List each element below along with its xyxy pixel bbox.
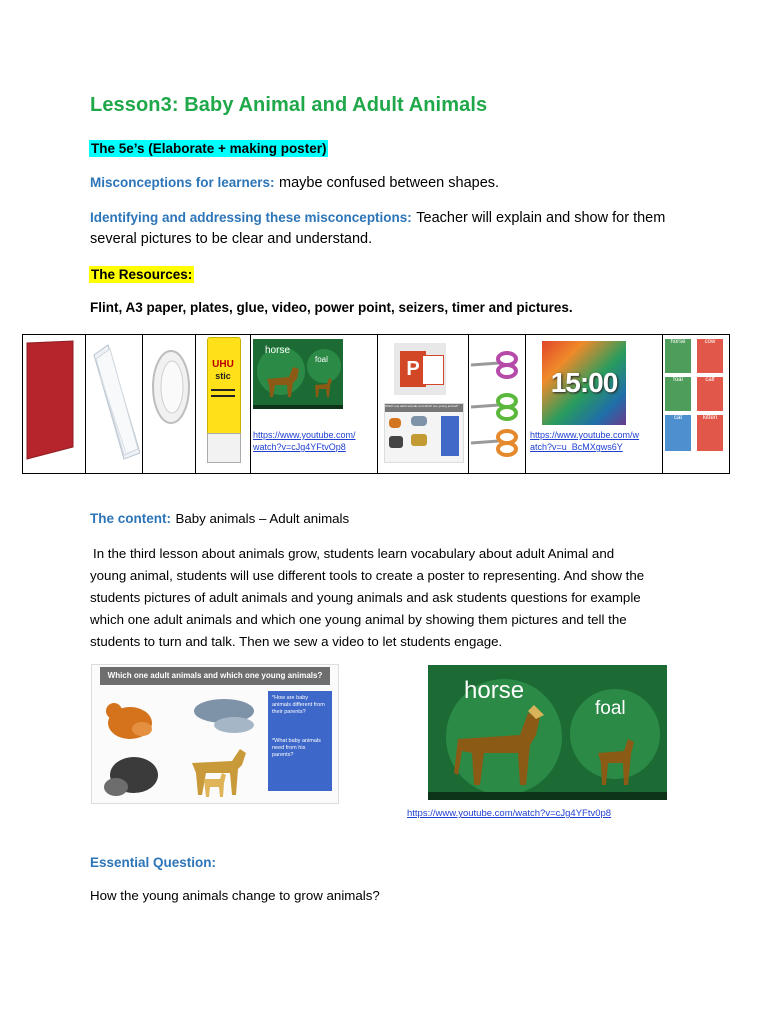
essential-question-heading xyxy=(90,854,216,872)
card-calf xyxy=(697,377,723,411)
content-line-3: students pictures of adult animals and young animals and ask students questions for example xyxy=(90,590,641,605)
timer-link-line2[interactable]: atch?v=u_BcMXgws6Y xyxy=(530,442,623,452)
horse-foal-illustration xyxy=(428,665,667,800)
flint-image xyxy=(23,335,85,473)
card-kitten-label: kitten xyxy=(702,415,718,421)
slide-image xyxy=(91,664,339,804)
slide-title: Which one adult animals and which one young animals? xyxy=(100,667,330,685)
content-line-1: In the third lesson about animals grow, students learn vocabulary about adult Animal and xyxy=(93,546,615,561)
identifying-text-1: Teacher will explain and show for them xyxy=(416,210,666,226)
video-thumbnail[interactable] xyxy=(428,665,667,800)
video1-horse-label: horse xyxy=(265,345,291,356)
timer-text: 15:00 xyxy=(550,367,618,398)
essential-question-label: Essential Question: xyxy=(90,855,217,870)
video-horse-label: horse xyxy=(464,677,525,704)
powerpoint-cell xyxy=(378,335,469,474)
video1-link-line1[interactable]: https://www.youtube.com/ xyxy=(253,430,356,440)
card-calf-label: calf xyxy=(705,377,715,383)
content-line-4: which one adult animals and which one young animal by showing them pictures and tell the xyxy=(90,612,627,627)
content-line-2: young animal, students will use different tools to create a poster to representing. And show the xyxy=(90,568,645,583)
five-es-heading xyxy=(89,140,328,158)
glue-stick-image xyxy=(205,337,241,461)
misconceptions-label: Misconceptions for learners: xyxy=(90,175,275,190)
glue-cell xyxy=(196,335,251,474)
video-controls-bar[interactable] xyxy=(428,792,667,800)
video1-link-line2[interactable]: watch?v=cJg4YFtvOp8 xyxy=(253,442,346,452)
identifying-line xyxy=(90,209,665,227)
card-horse-label: horse xyxy=(670,339,686,345)
card-cat xyxy=(665,415,691,451)
timer-cell xyxy=(526,335,663,474)
glue-sub: stic xyxy=(215,371,231,381)
card-kitten xyxy=(697,415,723,451)
glue-brand: UHU xyxy=(212,359,234,370)
misconceptions-text: maybe confused between shapes. xyxy=(279,175,500,191)
content-text: Baby animals – Adult animals xyxy=(175,511,350,526)
slide-question-1: *How are baby animals different from their parents? xyxy=(272,695,325,715)
card-cat-label: cat xyxy=(673,415,682,421)
scissors-cell xyxy=(469,335,526,474)
page-title: Lesson3: Baby Animal and Adult Animals xyxy=(90,94,488,116)
slide-questions-box xyxy=(268,691,332,791)
video1-foal-label: foal xyxy=(315,355,328,364)
scissors-image xyxy=(469,335,525,473)
video1-thumbnail[interactable] xyxy=(253,339,343,409)
content-label: The content: xyxy=(90,511,171,526)
powerpoint-slide-thumb xyxy=(384,403,464,463)
essential-question-text: How the young animals change to grow animals? xyxy=(90,888,380,903)
horse-icon xyxy=(253,339,343,409)
paper-stack-image xyxy=(86,335,142,473)
plate-cell xyxy=(143,335,196,474)
timer-thumbnail[interactable] xyxy=(542,341,626,425)
ppt-caption: Which one adult animals and which one young animal? xyxy=(385,404,463,412)
resources-heading xyxy=(89,266,194,284)
video-foal-label: foal xyxy=(595,698,626,719)
resources-table xyxy=(22,334,730,474)
content-line xyxy=(90,510,349,528)
identifying-text-2: several pictures to be clear and understand. xyxy=(90,231,373,247)
paper-cell xyxy=(86,335,143,474)
content-paragraph xyxy=(90,543,644,653)
content-line-5: students to turn and talk. Then we sew a video to let students engage. xyxy=(90,634,503,649)
card-horse xyxy=(665,339,691,373)
video-link[interactable]: https://www.youtube.com/watch?v=cJg4YFtv0p8 xyxy=(407,808,612,819)
card-cow-label: cow xyxy=(704,339,716,345)
slide-question-2: *What baby animals need from his parents? xyxy=(272,738,321,758)
resources-heading-label: The Resources: xyxy=(91,267,193,282)
misconceptions-line xyxy=(90,174,499,192)
plate-image xyxy=(143,335,195,473)
five-es-label: The 5e’s (Elaborate + making poster) xyxy=(91,141,327,156)
timer-link-line1[interactable]: https://www.youtube.com/w xyxy=(530,430,640,440)
cards-cell xyxy=(663,335,730,474)
card-foal xyxy=(665,377,691,411)
video1-cell xyxy=(251,335,378,474)
card-cow xyxy=(697,339,723,373)
powerpoint-icon: P xyxy=(394,343,446,395)
card-foal-label: foal xyxy=(673,377,683,383)
identifying-label: Identifying and addressing these misconceptions: xyxy=(90,210,412,225)
flint-cell xyxy=(23,335,86,474)
resources-list: Flint, A3 paper, plates, glue, video, power point, seizers, timer and pictures. xyxy=(90,300,573,315)
